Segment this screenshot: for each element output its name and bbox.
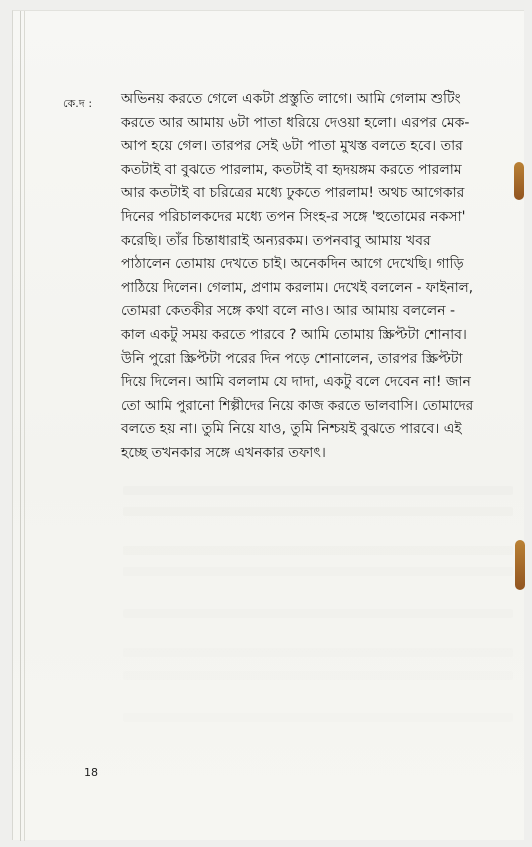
page-number: 18 bbox=[84, 766, 98, 779]
binding-stain bbox=[514, 162, 524, 200]
bleed-through-text bbox=[123, 609, 513, 618]
bleed-through-text bbox=[123, 567, 513, 576]
text-line: কাল একটু সময় করতে পারবে ? আমি তোমায় স্ক্রিপ্টটা শোনাব। bbox=[121, 326, 467, 343]
text-line: উনি পুরো স্ক্রিপ্টটা পরের দিন পড়ে শোনালেন, তারপর স্ক্রিপ্টটা bbox=[121, 350, 463, 367]
speaker-label: কে.দ : bbox=[63, 97, 93, 110]
text-line: অভিনয় করতে গেলে একটা প্রস্তুতি লাগে। আমি গেলাম শুটিং bbox=[121, 91, 461, 107]
text-line: কতটাই বা বুঝতে পারলাম, কতটাই বা হৃদয়ঙ্গম করতে পারলাম bbox=[121, 161, 462, 178]
text-line: বলতে হয় না। তুমি নিয়ে যাও, তুমি নিশ্চয়ই বুঝতে পারবে। এই bbox=[121, 421, 462, 438]
text-line: হচ্ছে তখনকার সঙ্গে এখনকার তফাৎ। bbox=[121, 444, 326, 461]
text-line: করেছি। তাঁর চিন্তাধারাই অন্যরকম। তপনবাবু আমায় খবর bbox=[121, 232, 431, 249]
text-line: পাঠিয়ে দিলেন। গেলাম, প্রণাম করলাম। দেখেই বললেন - ফাইনাল, bbox=[121, 279, 474, 296]
text-line: পাঠালেন তোমায় দেখতে চাই। অনেকদিন আগে দেখেছি। গাড়ি bbox=[121, 256, 464, 273]
bleed-through-text bbox=[123, 507, 513, 516]
body-text bbox=[121, 88, 473, 466]
bleed-through-text bbox=[123, 486, 513, 495]
text-line: দিনের পরিচালকদের মধ্যে তপন সিংহ-র সঙ্গে 'হুতোমের নকসা' bbox=[121, 208, 466, 225]
binding-stain bbox=[515, 540, 525, 590]
bleed-through-text bbox=[123, 671, 513, 680]
page-edge-line bbox=[20, 11, 21, 841]
text-line: তোমরা কেতকীর সঙ্গে কথা বলে নাও। আর আমায় বললেন - bbox=[121, 303, 456, 320]
text-line: তো আমি পুরানো শিল্পীদের নিয়ে কাজ করতে ভালবাসি। তোমাদের bbox=[121, 397, 474, 414]
text-line: দিয়ে দিলেন। আমি বললাম যে দাদা, একটু বলে দেবেন না! জান bbox=[121, 374, 471, 391]
text-line: আর কতটাই বা চরিত্রের মধ্যে ঢুকতে পারলাম! অথচ আগেকার bbox=[121, 185, 465, 202]
bleed-through-text bbox=[123, 713, 513, 722]
text-line: আপ হয়ে গেল। তারপর সেই ৬টা পাতা মুখস্ত বলতে হবে। তার bbox=[121, 138, 463, 155]
page-edge-line bbox=[24, 11, 25, 841]
bleed-through-text bbox=[123, 648, 513, 657]
text-line: করতে আর আমায় ৬টা পাতা ধরিয়ে দেওয়া হলো। এরপর মেক- bbox=[121, 114, 470, 131]
bleed-through-text bbox=[123, 546, 513, 555]
